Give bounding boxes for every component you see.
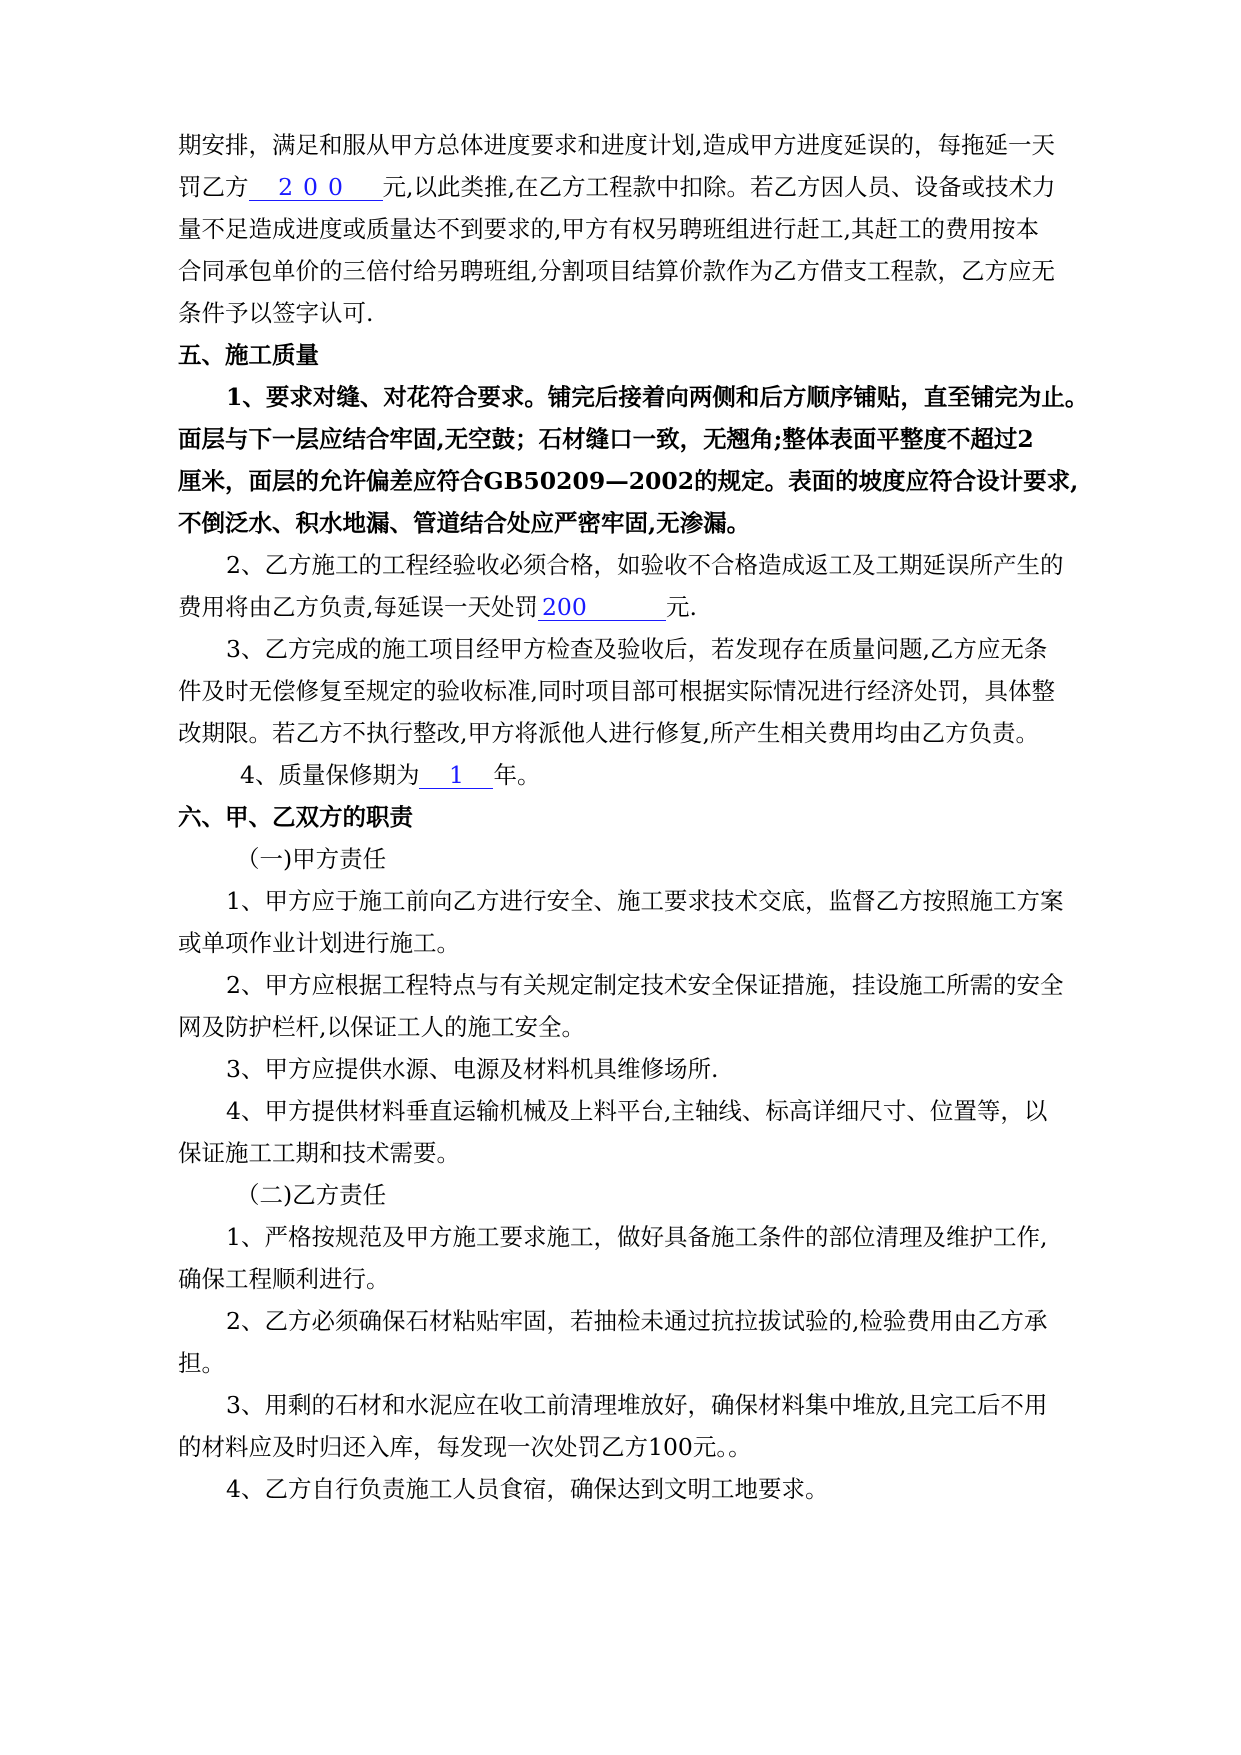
party-b-item-3-line-2: 的材料应及时归还入库，每发现一次处罚乙方100元。。 [178,1433,752,1461]
warranty-years-fill: 1 [419,762,493,789]
section-5-heading: 五、施工质量 [178,341,319,369]
party-a-item-1-line-2: 或单项作业计划进行施工。 [178,929,460,957]
quality-item-2-line-1: 2、乙方施工的工程经验收必须合格，如验收不合格造成返工及工期延误所产生的 [226,551,1064,579]
party-a-item-4-line-2: 保证施工工期和技术需要。 [178,1139,460,1167]
quality-item-1-line-2: 面层与下一层应结合牢固,无空鼓；石材缝口一致，无翘角;整体表面平整度不超过2 [178,425,1034,453]
quality-item-4 [240,758,1180,792]
party-b-item-2-line-2: 担。 [178,1349,225,1377]
party-a-item-2-line-2: 网及防护栏杆,以保证工人的施工安全。 [178,1013,585,1041]
party-b-item-4: 4、乙方自行负责施工人员食宿，确保达到文明工地要求。 [226,1475,829,1503]
quality-item-2-post: 元. [665,593,697,621]
party-a-item-2-line-1: 2、甲方应根据工程特点与有关规定制定技术安全保证措施，挂设施工所需的安全 [226,971,1064,999]
party-b-item-1-line-2: 确保工程顺利进行。 [178,1265,390,1293]
warranty-post: 年。 [493,761,541,789]
schedule-line-2-pre: 罚乙方 [178,173,249,201]
party-b-item-2-line-1: 2、乙方必须确保石材粘贴牢固，若抽检未通过抗拉拔试验的,检验费用由乙方承 [226,1307,1048,1335]
quality-penalty-fill: 200 [538,594,666,621]
schedule-line-1: 期安排，满足和服从甲方总体进度要求和进度计划,造成甲方进度延误的，每拖延一天 [178,131,1055,159]
schedule-line-3: 量不足造成进度或质量达不到要求的,甲方有权另聘班组进行赶工,其赶工的费用按本 [178,215,1039,243]
quality-item-3-line-3: 改期限。若乙方不执行整改,甲方将派他人进行修复,所产生相关费用均由乙方负责。 [178,719,1039,747]
schedule-line-2-post: 元,以此类推,在乙方工程款中扣除。若乙方因人员、设备或技术力 [382,173,1056,201]
quality-item-2-pre: 费用将由乙方负责,每延误一天处罚 [178,593,538,621]
schedule-line-4: 合同承包单价的三倍付给另聘班组,分割项目结算价款作为乙方借支工程款，乙方应无 [178,257,1055,285]
quality-item-1-line-3: 厘米，面层的允许偏差应符合GB50209—2002的规定。表面的坡度应符合设计要求, [178,467,1079,495]
section-6-heading: 六、甲、乙双方的职责 [178,803,413,831]
party-b-item-3-line-1: 3、用剩的石材和水泥应在收工前清理堆放好，确保材料集中堆放,且完工后不用 [226,1391,1048,1419]
quality-item-1-line-4: 不倒泛水、积水地漏、管道结合处应严密牢固,无渗漏。 [178,509,751,537]
schedule-line-2 [178,170,1118,204]
quality-item-3-line-2: 件及时无偿修复至规定的验收标准,同时项目部可根据实际情况进行经济处罚，具体整 [178,677,1055,705]
party-a-item-3: 3、甲方应提供水源、电源及材料机具维修场所. [226,1055,719,1083]
party-b-item-1-line-1: 1、严格按规范及甲方施工要求施工，做好具备施工条件的部位清理及维护工作, [226,1223,1048,1251]
warranty-pre: 4、质量保修期为 [240,761,420,789]
quality-item-2-line-2 [178,590,1118,624]
quality-item-1-line-1: 1、要求对缝、对花符合要求。铺完后接着向两侧和后方顺序铺贴，直至铺完为止。 [226,383,1089,411]
party-a-item-1-line-1: 1、甲方应于施工前向乙方进行安全、施工要求技术交底，监督乙方按照施工方案 [226,887,1064,915]
delay-penalty-fill: 200 [249,174,383,201]
party-a-heading: （一)甲方责任 [236,845,387,873]
schedule-line-5: 条件予以签字认可. [178,299,374,327]
party-a-item-4-line-1: 4、甲方提供材料垂直运输机械及上料平台,主轴线、标高详细尺寸、位置等，以 [226,1097,1048,1125]
party-b-heading: （二)乙方责任 [236,1181,387,1209]
quality-item-3-line-1: 3、乙方完成的施工项目经甲方检查及验收后，若发现存在质量问题,乙方应无条 [226,635,1048,663]
